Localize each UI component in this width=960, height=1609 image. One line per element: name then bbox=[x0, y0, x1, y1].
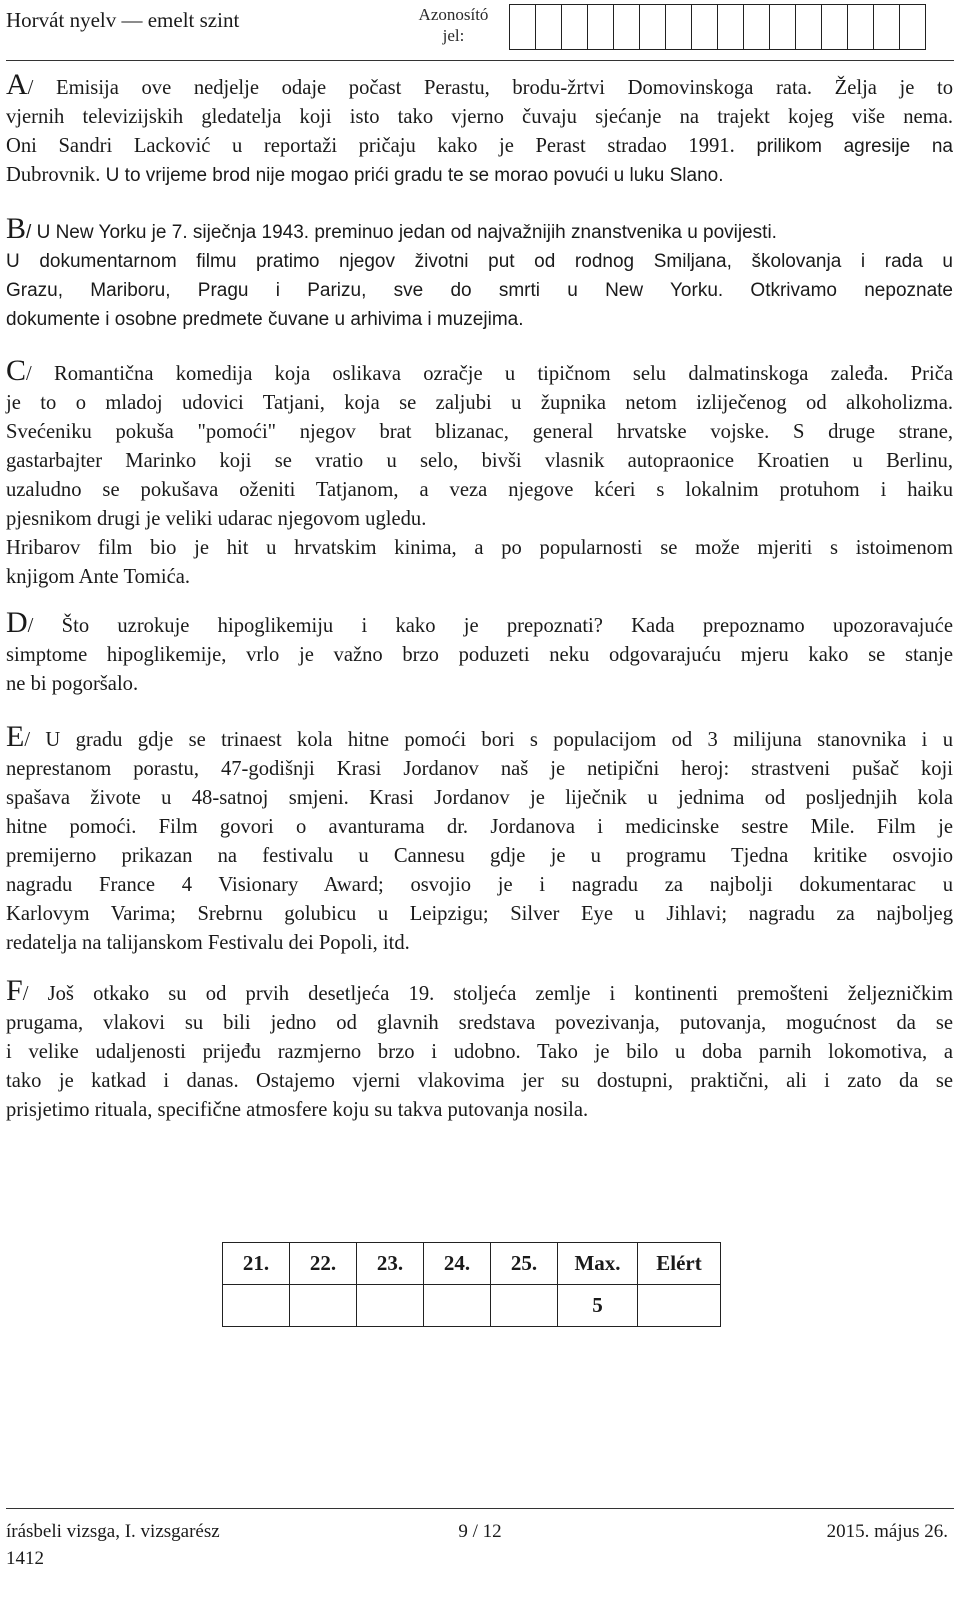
score-header-25: 25. bbox=[491, 1243, 558, 1285]
exam-date: 2015. május 26. bbox=[826, 1521, 948, 1542]
score-max-value: 5 bbox=[558, 1285, 638, 1327]
identifier-box[interactable] bbox=[743, 4, 770, 50]
text-line: spašava živote u 48-satnoj smjeni. Krasi Jordanov je liječnik u jednima od posljednjih kola bbox=[6, 787, 953, 809]
section-letter: C bbox=[6, 354, 27, 387]
text-line: Hribarov film bio je hit u hrvatskim kinima, a po popularnosti se može mjeriti s istoimenom bbox=[6, 537, 953, 559]
score-header-23: 23. bbox=[357, 1243, 424, 1285]
score-header-22: 22. bbox=[290, 1243, 357, 1285]
text-line: F/ Još otkako su od prvih desetljeća 19. stoljeća zemlje i kontinenti premošteni željezničkim bbox=[6, 974, 953, 1007]
section-a bbox=[6, 68, 953, 190]
score-header-21: 21. bbox=[223, 1243, 290, 1285]
identifier-box[interactable] bbox=[639, 4, 666, 50]
text-line: ne bi pogoršalo. bbox=[6, 673, 139, 695]
section-letter: F bbox=[6, 974, 23, 1007]
identifier-box[interactable] bbox=[509, 4, 536, 50]
text-line: Oni Sandri Lacković u reportaži pričaju kako je Perast stradao 1991. prilikom agresije na bbox=[6, 135, 953, 157]
text-line: premijerno prikazan na festivalu u Cannesu gdje je u programu Tjedna kritike osvojio bbox=[6, 845, 953, 867]
section-f bbox=[6, 974, 953, 1125]
text-line: prisjetimo rituala, specifične atmosfere koju su takva putovanja nosila. bbox=[6, 1099, 589, 1121]
text-line: Dubrovnik. U to vrijeme brod nije mogao prići gradu te se morao povući u luku Slano. bbox=[6, 164, 724, 186]
text-line: tako je katkad i danas. Ostajemo vjerni vlakovima jer su dostupni, praktični, ali i zato da se bbox=[6, 1070, 953, 1092]
section-d bbox=[6, 606, 953, 699]
text-line: Karlovym Varima; Srebrnu golubicu u Leipzigu; Silver Eye u Jihlavi; nagradu za najboljeg bbox=[6, 903, 953, 925]
text-line: C/ Romantična komedija koja oslikava ozračje u tipičnom selu dalmatinskoga zaleđa. Priča bbox=[6, 354, 953, 387]
section-letter: D bbox=[6, 606, 28, 639]
section-letter: A bbox=[6, 68, 28, 101]
text-line: hitne pomoći. Film govori o avanturama dr. Jordanova i medicinske sestre Mile. Film je bbox=[6, 816, 953, 838]
identifier-box[interactable] bbox=[561, 4, 588, 50]
score-table-value-row bbox=[223, 1285, 721, 1327]
text-line: B/ U New Yorku je 7. siječnja 1943. preminuo jedan od najvažnijih znanstvenika u povijesti. bbox=[6, 212, 777, 245]
score-header-max: Max. bbox=[558, 1243, 638, 1285]
text-line: dokumente i osobne predmete čuvane u arhivima i muzejima. bbox=[6, 309, 524, 330]
identifier-box[interactable] bbox=[873, 4, 900, 50]
text-line: simptome hipoglikemije, vrlo je važno brzo poduzeti neku odgovarajuću mjeru kako se stanje bbox=[6, 644, 953, 666]
section-b bbox=[6, 212, 953, 334]
text-line: A/ Emisija ove nedjelje odaje počast Perastu, brodu-žrtvi Domovinskoga rata. Želja je to bbox=[6, 68, 953, 101]
identifier-box[interactable] bbox=[717, 4, 744, 50]
text-line: gastarbajter Marinko koji se vratio u selo, bivši vlasnik autopraonice Kroatien u Berlinu, bbox=[6, 450, 953, 472]
text-line: E/ U gradu gdje se trinaest kola hitne pomoći bori s populacijom od 3 milijuna stanovnika i u bbox=[6, 720, 953, 753]
score-cell-21[interactable] bbox=[223, 1285, 290, 1327]
section-letter: E bbox=[6, 720, 25, 753]
text-line: nagradu France 4 Visionary Award; osvojio je i nagradu za najbolji dokumentarac u bbox=[6, 874, 953, 896]
text-line: D/ Što uzrokuje hipoglikemiju i kako je prepoznati? Kada prepoznamo upozoravajuće bbox=[6, 606, 953, 639]
score-cell-23[interactable] bbox=[357, 1285, 424, 1327]
exam-code: 1412 bbox=[6, 1548, 44, 1569]
document-header-title: Horvát nyelv — emelt szint bbox=[6, 8, 240, 32]
identifier-box[interactable] bbox=[665, 4, 692, 50]
header-divider bbox=[6, 60, 954, 61]
identifier-box[interactable] bbox=[899, 4, 926, 50]
identifier-box[interactable] bbox=[847, 4, 874, 50]
identifier-label: Azonosító jel: bbox=[418, 5, 489, 45]
footer-divider bbox=[6, 1508, 954, 1509]
score-header-24: 24. bbox=[424, 1243, 491, 1285]
score-cell-22[interactable] bbox=[290, 1285, 357, 1327]
text-line: redatelja na talijanskom Festivalu dei Popoli, itd. bbox=[6, 932, 410, 954]
identifier-box[interactable] bbox=[821, 4, 848, 50]
page-number: 9 / 12 bbox=[458, 1521, 502, 1542]
section-e bbox=[6, 720, 953, 958]
text-line: Svećeniku pokuša "pomoći" njegov brat blizanac, general hrvatske vojske. S druge strane, bbox=[6, 421, 953, 443]
identifier-box[interactable] bbox=[613, 4, 640, 50]
identifier-box[interactable] bbox=[795, 4, 822, 50]
identifier-box[interactable] bbox=[587, 4, 614, 50]
text-line: i velike udaljenosti prijeđu razmjerno brzo i udobno. Tako je bilo u doba parnih lokomotiva, a bbox=[6, 1041, 953, 1063]
score-achieved-cell[interactable] bbox=[638, 1285, 721, 1327]
text-line: pjesnikom drugi je veliki udarac njegovom ugledu. bbox=[6, 508, 427, 530]
score-cell-25[interactable] bbox=[491, 1285, 558, 1327]
identifier-boxes bbox=[509, 4, 925, 50]
text-line: neprestanom porastu, 47-godišnji Krasi Jordanov naš je netipični heroj: strastveni pušač koji bbox=[6, 758, 953, 780]
section-letter: B bbox=[6, 212, 27, 245]
exam-part-label: írásbeli vizsga, I. vizsgarész bbox=[6, 1521, 220, 1542]
text-line: je to o mladoj udovici Tatjani, koja se zaljubi u župnika netom izliječenog od alkoholizma. bbox=[6, 392, 953, 414]
identifier-box[interactable] bbox=[691, 4, 718, 50]
identifier-box[interactable] bbox=[769, 4, 796, 50]
text-line: prugama, vlakovi su bili jedno od glavnih sredstava povezivanja, putovanja, mogućnost da se bbox=[6, 1012, 953, 1034]
score-header-achieved: Elért bbox=[638, 1243, 721, 1285]
score-table-header-row bbox=[223, 1243, 721, 1285]
text-line: U dokumentarnom filmu pratimo njegov životni put od rodnog Smiljana, školovanja i rada u bbox=[6, 251, 953, 272]
text-line: vjernih televizijskih gledatelja koji isto tako vjerno čuvaju sjećanje na trajekt kojeg više nema. bbox=[6, 106, 953, 128]
section-c bbox=[6, 354, 953, 592]
text-line: knjigom Ante Tomića. bbox=[6, 566, 191, 588]
score-cell-24[interactable] bbox=[424, 1285, 491, 1327]
text-line: uzaludno se pokušava oženiti Tatjanom, a veza njegove kćeri s lokalnim protuhom i haiku bbox=[6, 479, 953, 501]
text-line: Grazu, Mariboru, Pragu i Parizu, sve do smrti u New Yorku. Otkrivamo nepoznate bbox=[6, 280, 953, 301]
score-table bbox=[222, 1242, 721, 1327]
identifier-box[interactable] bbox=[535, 4, 562, 50]
